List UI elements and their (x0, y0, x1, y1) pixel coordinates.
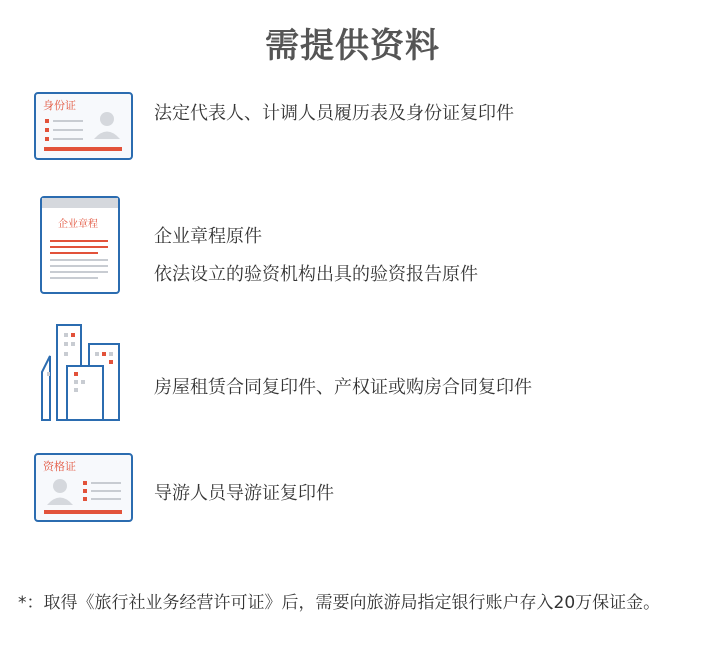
document-label: 企业章程 (58, 219, 98, 230)
item-1-text: 法定代表人、计调人员履历表及身份证复印件 (154, 103, 514, 124)
buildings-icon (40, 322, 124, 424)
page-title: 需提供资料 (265, 26, 440, 66)
item-4-text: 导游人员导游证复印件 (154, 483, 334, 504)
item-3-text: 房屋租赁合同复印件、产权证或购房合同复印件 (154, 377, 532, 398)
id-card-icon (34, 92, 134, 162)
item-2-text-2: 依法设立的验资机构出具的验资报告原件 (154, 264, 478, 285)
document-icon (40, 196, 122, 296)
id-card-label: 身份证 (43, 99, 76, 112)
certificate-label: 资格证 (43, 460, 76, 473)
footnote: *：取得《旅行社业务经营许可证》后，需要向旅游局指定银行账户存入20万保证金。 (18, 593, 661, 613)
certificate-icon (34, 453, 136, 525)
item-2-text-1: 企业章程原件 (154, 226, 262, 247)
